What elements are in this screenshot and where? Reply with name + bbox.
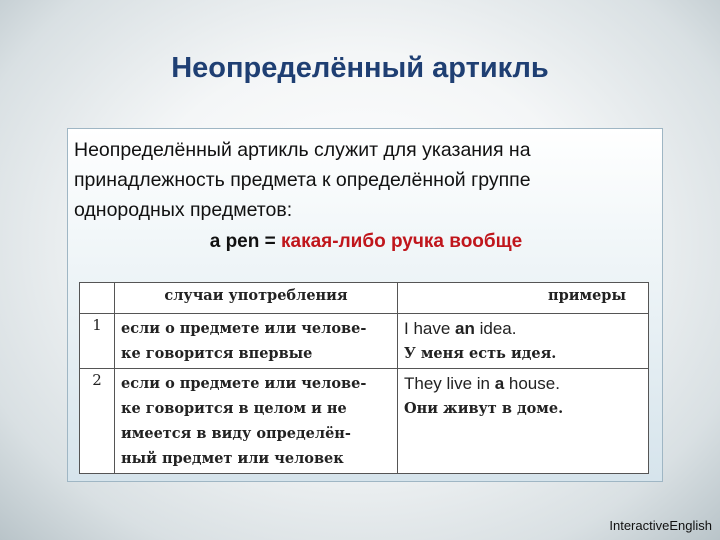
row-number: 1 bbox=[80, 314, 115, 369]
case-line: если о предмете или челове- bbox=[121, 375, 367, 392]
example-meaning: какая-либо ручка вообще bbox=[281, 231, 523, 252]
brand-label: InteractiveEnglish bbox=[609, 518, 712, 533]
header-cases: случаи употребления bbox=[115, 283, 398, 314]
case-line: если о предмете или челове- bbox=[121, 320, 367, 337]
usage-case bbox=[115, 369, 398, 474]
example-english bbox=[404, 316, 642, 341]
table-row bbox=[80, 369, 649, 474]
example-russian: Они живут в доме. bbox=[404, 400, 564, 417]
case-line: ный предмет или человек bbox=[121, 450, 344, 467]
table-header-row bbox=[80, 283, 649, 314]
case-line: ке говорится впервые bbox=[121, 345, 313, 362]
example-text: idea. bbox=[474, 319, 517, 338]
example-prefix: a pen = bbox=[209, 231, 282, 252]
usage-example bbox=[398, 314, 649, 369]
intro-line: Неопределённый артикль служит для указания на bbox=[74, 139, 531, 161]
example-russian: У меня есть идея. bbox=[404, 345, 557, 362]
case-line: имеется в виду определён- bbox=[121, 425, 351, 442]
page-title: Неопределённый артикль bbox=[171, 52, 549, 84]
row-number: 2 bbox=[80, 369, 115, 474]
article-word: an bbox=[455, 319, 475, 338]
table-row bbox=[80, 314, 649, 369]
example-english bbox=[404, 371, 642, 396]
usage-example bbox=[398, 369, 649, 474]
usage-case bbox=[115, 314, 398, 369]
example-text: I have bbox=[404, 319, 456, 338]
example-text: house. bbox=[504, 374, 560, 393]
intro-text bbox=[74, 135, 654, 225]
case-line: ке говорится в целом и не bbox=[121, 400, 347, 417]
intro-line: принадлежность предмета к определённой группе bbox=[74, 169, 531, 191]
usage-table bbox=[79, 282, 649, 474]
example-text: They live in bbox=[404, 374, 495, 393]
header-number bbox=[80, 283, 115, 314]
header-examples: примеры bbox=[398, 283, 649, 314]
article-word: a bbox=[494, 374, 505, 393]
content-panel bbox=[67, 128, 663, 482]
example-line bbox=[68, 231, 664, 253]
intro-line: однородных предметов: bbox=[74, 199, 293, 221]
